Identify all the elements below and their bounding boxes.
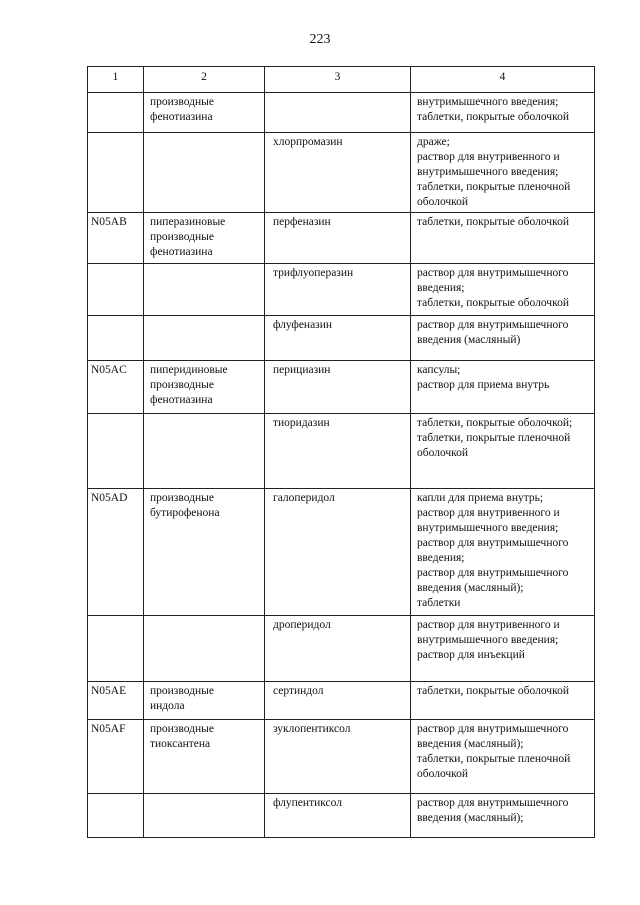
group-name-cell — [144, 213, 265, 264]
table-row — [88, 93, 595, 133]
dosage-form-item: раствор для внутримышечного введения (масляный); — [417, 567, 572, 594]
atc-code-cell — [88, 682, 144, 720]
dosage-form-item: капли для приема внутрь; — [417, 492, 544, 504]
atc-code-cell-text: N05AD — [91, 492, 128, 504]
header-row — [88, 67, 595, 93]
dosage-form-item: раствор для инъекций — [417, 649, 525, 661]
group-name-cell-text: производные индола — [150, 685, 214, 712]
dosage-form-item: капсулы; — [417, 364, 461, 376]
drug-name-cell — [265, 213, 411, 264]
group-name-cell-text: производные тиоксантена — [150, 723, 214, 750]
dosage-forms-cell — [411, 213, 595, 264]
column-header-1: 1 — [88, 67, 144, 93]
dosage-form-item: раствор для внутримышечного введения (масляный); — [417, 723, 572, 750]
group-name-cell — [144, 93, 265, 133]
atc-code-cell — [88, 133, 144, 213]
atc-code-cell-text: N05AE — [91, 685, 127, 697]
group-name-cell-text: пиперазиновые производные фенотиазина — [150, 216, 226, 258]
atc-code-cell — [88, 264, 144, 316]
group-name-cell — [144, 133, 265, 213]
table-row — [88, 682, 595, 720]
column-header-3: 3 — [265, 67, 411, 93]
atc-code-cell — [88, 361, 144, 414]
table-row — [88, 316, 595, 361]
dosage-forms-cell — [411, 264, 595, 316]
dosage-form-item: таблетки, покрытые пленочной оболочкой — [417, 753, 574, 780]
group-name-cell — [144, 264, 265, 316]
table-row — [88, 489, 595, 616]
drug-name-cell — [265, 93, 411, 133]
drug-name-cell — [265, 414, 411, 489]
atc-code-cell — [88, 489, 144, 616]
drug-name-cell-text: трифлуоперазин — [273, 267, 354, 279]
table-row — [88, 264, 595, 316]
group-name-cell — [144, 414, 265, 489]
dosage-form-item: внутримышечного введения; — [417, 96, 559, 108]
drug-classification-table — [87, 66, 595, 838]
group-name-cell — [144, 720, 265, 794]
group-name-cell — [144, 316, 265, 361]
dosage-form-item: таблетки, покрытые пленочной оболочкой — [417, 181, 574, 208]
dosage-form-item: раствор для внутривенного и внутримышечного введения; — [417, 151, 563, 178]
page-number: 223 — [309, 32, 331, 47]
dosage-form-item: драже; — [417, 136, 450, 148]
drug-name-cell-text: галоперидол — [273, 492, 335, 504]
column-header-4: 4 — [411, 67, 595, 93]
dosage-form-item: таблетки, покрытые оболочкой — [417, 685, 569, 697]
atc-code-cell — [88, 316, 144, 361]
drug-name-cell-text: перфеназин — [273, 216, 331, 228]
drug-name-cell-text: флуфеназин — [273, 319, 333, 331]
drug-name-cell — [265, 133, 411, 213]
table-row — [88, 361, 595, 414]
atc-code-cell — [88, 616, 144, 682]
dosage-form-item: раствор для внутримышечного введения; — [417, 537, 572, 564]
table-row — [88, 213, 595, 264]
dosage-form-item: таблетки, покрытые пленочной оболочкой — [417, 432, 574, 459]
table-row — [88, 133, 595, 213]
drug-name-cell-text: сертиндол — [273, 685, 324, 697]
atc-code-cell — [88, 794, 144, 838]
group-name-cell-text: производные фенотиазина — [150, 96, 214, 123]
drug-name-cell-text: зуклопентиксол — [273, 723, 351, 735]
drug-name-cell-text: дроперидол — [273, 619, 331, 631]
dosage-form-item: таблетки, покрытые оболочкой — [417, 297, 569, 309]
drug-name-cell-text: перициазин — [273, 364, 331, 376]
dosage-form-item: раствор для внутримышечного введения; — [417, 267, 572, 294]
dosage-forms-cell — [411, 361, 595, 414]
dosage-form-item: раствор для внутримышечного введения (масляный); — [417, 797, 572, 824]
drug-name-cell — [265, 682, 411, 720]
drug-name-cell — [265, 720, 411, 794]
dosage-form-item: раствор для внутривенного и внутримышечного введения; — [417, 619, 563, 646]
table-row — [88, 720, 595, 794]
dosage-form-item: раствор для внутримышечного введения (масляный) — [417, 319, 572, 346]
atc-code-cell — [88, 414, 144, 489]
atc-code-cell — [88, 93, 144, 133]
dosage-forms-cell — [411, 489, 595, 616]
drug-name-cell — [265, 489, 411, 616]
atc-code-cell-text: N05AB — [91, 216, 127, 228]
dosage-form-item: раствор для приема внутрь — [417, 379, 550, 391]
dosage-forms-cell — [411, 93, 595, 133]
table-row — [88, 616, 595, 682]
table-row — [88, 414, 595, 489]
dosage-form-item: таблетки — [417, 597, 461, 609]
table-row — [88, 794, 595, 838]
dosage-form-item: таблетки, покрытые оболочкой; — [417, 417, 573, 429]
dosage-forms-cell — [411, 720, 595, 794]
atc-code-cell — [88, 213, 144, 264]
drug-name-cell — [265, 616, 411, 682]
dosage-forms-cell — [411, 414, 595, 489]
drug-name-cell-text: хлорпромазин — [273, 136, 343, 148]
dosage-forms-cell — [411, 794, 595, 838]
group-name-cell — [144, 616, 265, 682]
dosage-forms-cell — [411, 316, 595, 361]
drug-name-cell — [265, 361, 411, 414]
group-name-cell — [144, 489, 265, 616]
drug-name-cell — [265, 794, 411, 838]
dosage-form-item: раствор для внутривенного и внутримышечного введения; — [417, 507, 563, 534]
atc-code-cell-text: N05AF — [91, 723, 126, 735]
group-name-cell — [144, 361, 265, 414]
drug-name-cell — [265, 316, 411, 361]
atc-code-cell — [88, 720, 144, 794]
dosage-form-item: таблетки, покрытые оболочкой — [417, 216, 569, 228]
drug-name-cell-text: флупентиксол — [273, 797, 342, 809]
dosage-forms-cell — [411, 682, 595, 720]
dosage-form-item: таблетки, покрытые оболочкой — [417, 111, 569, 123]
drug-name-cell — [265, 264, 411, 316]
atc-code-cell-text: N05AC — [91, 364, 127, 376]
dosage-forms-cell — [411, 616, 595, 682]
dosage-forms-cell — [411, 133, 595, 213]
group-name-cell — [144, 682, 265, 720]
drug-name-cell-text: тиоридазин — [273, 417, 330, 429]
group-name-cell-text: производные бутирофенона — [150, 492, 220, 519]
group-name-cell — [144, 794, 265, 838]
group-name-cell-text: пиперидиновые производные фенотиазина — [150, 364, 228, 406]
column-header-2: 2 — [144, 67, 265, 93]
